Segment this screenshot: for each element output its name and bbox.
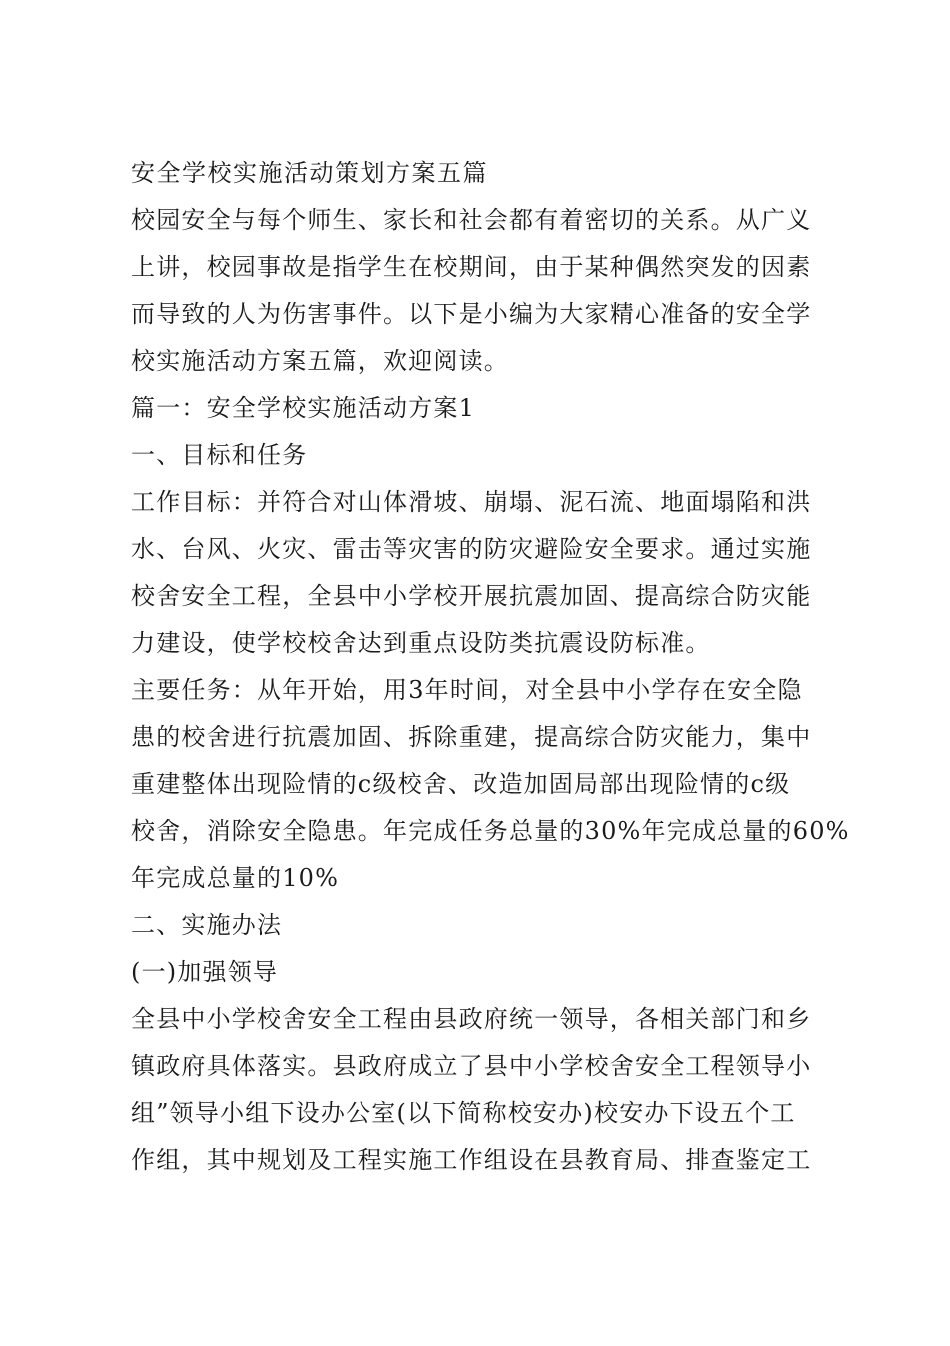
paragraph-line: 镇政府具体落实。县政府成立了县中小学校舍安全工程领导小 bbox=[131, 1052, 812, 1080]
paragraph-line: 全县中小学校舍安全工程由县政府统一领导，各相关部门和乡 bbox=[131, 1005, 812, 1033]
document-body bbox=[131, 150, 850, 1184]
section-heading: 二、实施办法 bbox=[131, 911, 283, 939]
paragraph-line: 作组，其中规划及工程实施工作组设在县教育局、排查鉴定工 bbox=[131, 1146, 812, 1174]
subsection-heading: (一)加强领导 bbox=[131, 958, 279, 986]
paragraph-line: 工作目标：并符合对山体滑坡、崩塌、泥石流、地面塌陷和洪 bbox=[131, 488, 812, 516]
paragraph-line: 重建整体出现险情的c级校舍、改造加固局部出现险情的c级 bbox=[131, 770, 791, 798]
paragraph-line: 校舍，消除安全隐患。年完成任务总量的30%年完成总量的60% bbox=[131, 817, 850, 845]
section-heading: 一、目标和任务 bbox=[131, 441, 308, 469]
paragraph-line: 校实施活动方案五篇，欢迎阅读。 bbox=[131, 347, 509, 375]
paragraph-line: 校园安全与每个师生、家长和社会都有着密切的关系。从广义 bbox=[131, 206, 812, 234]
paragraph-line: 年完成总量的10% bbox=[131, 864, 340, 892]
paragraph-line: 水、台风、火灾、雷击等灾害的防灾避险安全要求。通过实施 bbox=[131, 535, 812, 563]
paragraph-line: 而导致的人为伤害事件。以下是小编为大家精心准备的安全学 bbox=[131, 300, 812, 328]
paragraph-line: 主要任务：从年开始，用3年时间，对全县中小学存在安全隐 bbox=[131, 676, 803, 704]
paragraph-line: 患的校舍进行抗震加固、拆除重建，提高综合防灾能力，集中 bbox=[131, 723, 812, 751]
paragraph-line: 组”领导小组下设办公室(以下简称校安办)校安办下设五个工 bbox=[131, 1099, 796, 1127]
paragraph-line: 上讲，校园事故是指学生在校期间，由于某种偶然突发的因素 bbox=[131, 253, 812, 281]
document-title: 安全学校实施活动策划方案五篇 bbox=[131, 159, 488, 187]
paragraph-line: 力建设，使学校校舍达到重点设防类抗震设防标准。 bbox=[131, 629, 711, 657]
paragraph-line: 校舍安全工程，全县中小学校开展抗震加固、提高综合防灾能 bbox=[131, 582, 812, 610]
section-heading: 篇一：安全学校实施活动方案1 bbox=[131, 394, 476, 422]
